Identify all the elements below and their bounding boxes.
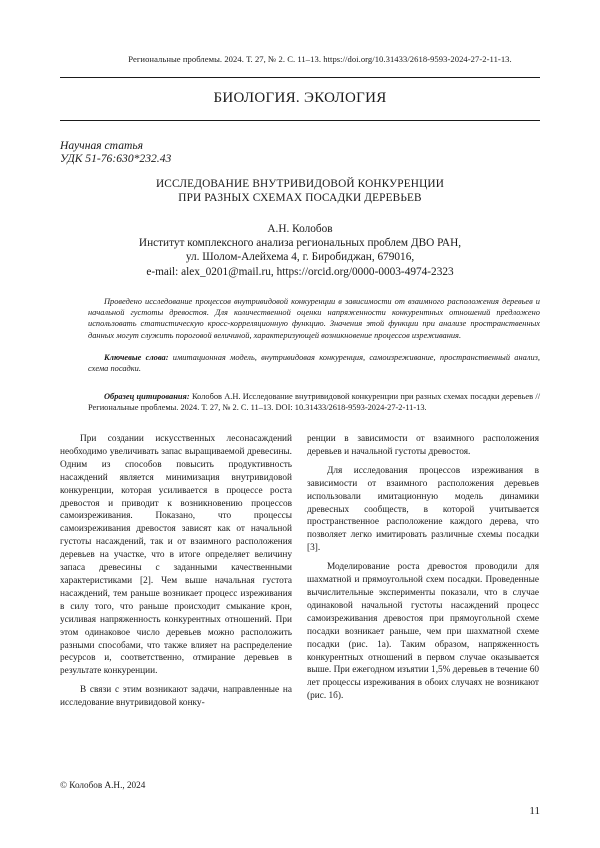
article-type: Научная статья	[60, 139, 144, 152]
author-block	[60, 222, 540, 279]
body-paragraph: Моделирование роста древостоя проводили для шахматной и прямоугольной схем посадки. Проведенные вычислительные эксперименты показали, что в случае одинаковой начальной густоты насаждений процесс самоизреживания древостоя при прямоугольной схеме посадки возникает раньше, чем при шахматной схеме посадки (рис. 1а). Таким образом, напряженность конкурентных отношений в первом случае оказывается выше. При ежегодном изъятии 1,5% деревьев в течение 60 лет процессы изреживания в обоих случаях не возникают (рис. 1б).	[307, 562, 540, 702]
body-column-left	[60, 433, 292, 716]
article-title	[60, 178, 540, 205]
copyright-notice: © Колобов А.Н., 2024	[60, 780, 146, 790]
body-paragraph: В связи с этим возникают задачи, направленные на исследование внутривидовой конку-	[60, 685, 292, 709]
running-head: Региональные проблемы. 2024. Т. 27, № 2. С. 11–13. https://doi.org/10.31433/2618-9593-2024-27-2-11-13.	[128, 54, 512, 64]
body-paragraph: Для исследования процессов изреживания в зависимости от взаимного расположения деревьев использовали имитационную модель динамики древесных сообществ, в которой учитывается пространственное расположение каждого дерева, что позволяет легко имитировать различные схемы посадки [3].	[307, 465, 539, 554]
body-column-right	[307, 433, 539, 709]
page-number: 11	[529, 805, 540, 817]
article-title-line: ПРИ РАЗНЫХ СХЕМАХ ПОСАДКИ ДЕРЕВЬЕВ	[178, 191, 422, 204]
abstract: Проведено исследование процессов внутривидовой конкуренции в зависимости от взаимного расположения деревьев и начальной густоты древостоя. Для количественной оценки напряженности конкурентных отношений предложено использовать статистическую кросс-корреляционную функцию. Значения этой функции при анализе пространственных данных могут служить пороговой величиной, характеризующей возникновение процессов изреживания.	[88, 297, 540, 340]
keywords-label: Ключевые слова:	[104, 353, 169, 362]
citation-label: Образец цитирования:	[104, 392, 190, 401]
keywords	[88, 352, 540, 374]
body-paragraph: При создании искусственных лесонасаждений необходимо увеличивать запас выращиваемой древесины. Одним из способов повысить продуктивность насаждений является минимизация внутривидовой конкуренции, которая усиливается в процессе роста древостоя и приводит к возникновению процессов самоизреживания. Показано, что процессы самоизреживания древостоя зависят как от начальной густоты насаждений, так и от взаимного расположения деревьев на участке, что в итоге определяет величину запаса древесины с заданными качественными характеристиками [2]. Чем выше начальная густота насаждений, тем раньше возникает процесс изреживания в силу того, что раньше происходит смыкание крон, усиливая напряженность конкурентных отношений. При этом одинаковое число деревьев можно расположить разными способами, что также влияет на распределение ресурсов и, соответственно, отмирание деревьев в результате конкуренции.	[60, 434, 292, 677]
header-rule-top	[60, 77, 540, 78]
citation-text: Колобов А.Н. Исследование внутривидовой конкуренции при разных схемах посадки деревьев // Региональные проблемы. 2024. Т. 27, № 2. С. 11–13. DOI: 10.31433/2618-9593-2024-27-2-11-13.	[88, 392, 541, 413]
section-title: БИОЛОГИЯ. ЭКОЛОГИЯ	[213, 90, 387, 106]
author-name: А.Н. Колобов	[267, 223, 333, 235]
affiliation: Институт комплексного анализа региональных проблем ДВО РАН,	[138, 237, 462, 250]
header-rule-bottom	[60, 120, 540, 121]
body-paragraph: ренции в зависимости от взаимного расположения деревьев и начальной густоты древостоя.	[307, 434, 539, 457]
contacts: e-mail: alex_0201@mail.ru, https://orcid.org/0000-0003-4974-2323	[146, 265, 454, 278]
citation	[88, 391, 540, 413]
udc-code: УДК 51-76:630*232.43	[60, 152, 172, 165]
address: ул. Шолом-Алейхема 4, г. Биробиджан, 679016,	[185, 251, 415, 264]
article-title-line: ИССЛЕДОВАНИЕ ВНУТРИВИДОВОЙ КОНКУРЕНЦИИ	[155, 178, 445, 190]
keywords-text: имитационная модель, внутривидовая конкуренция, самоизреживание, пространственный анализ, схема посадки.	[88, 353, 541, 374]
